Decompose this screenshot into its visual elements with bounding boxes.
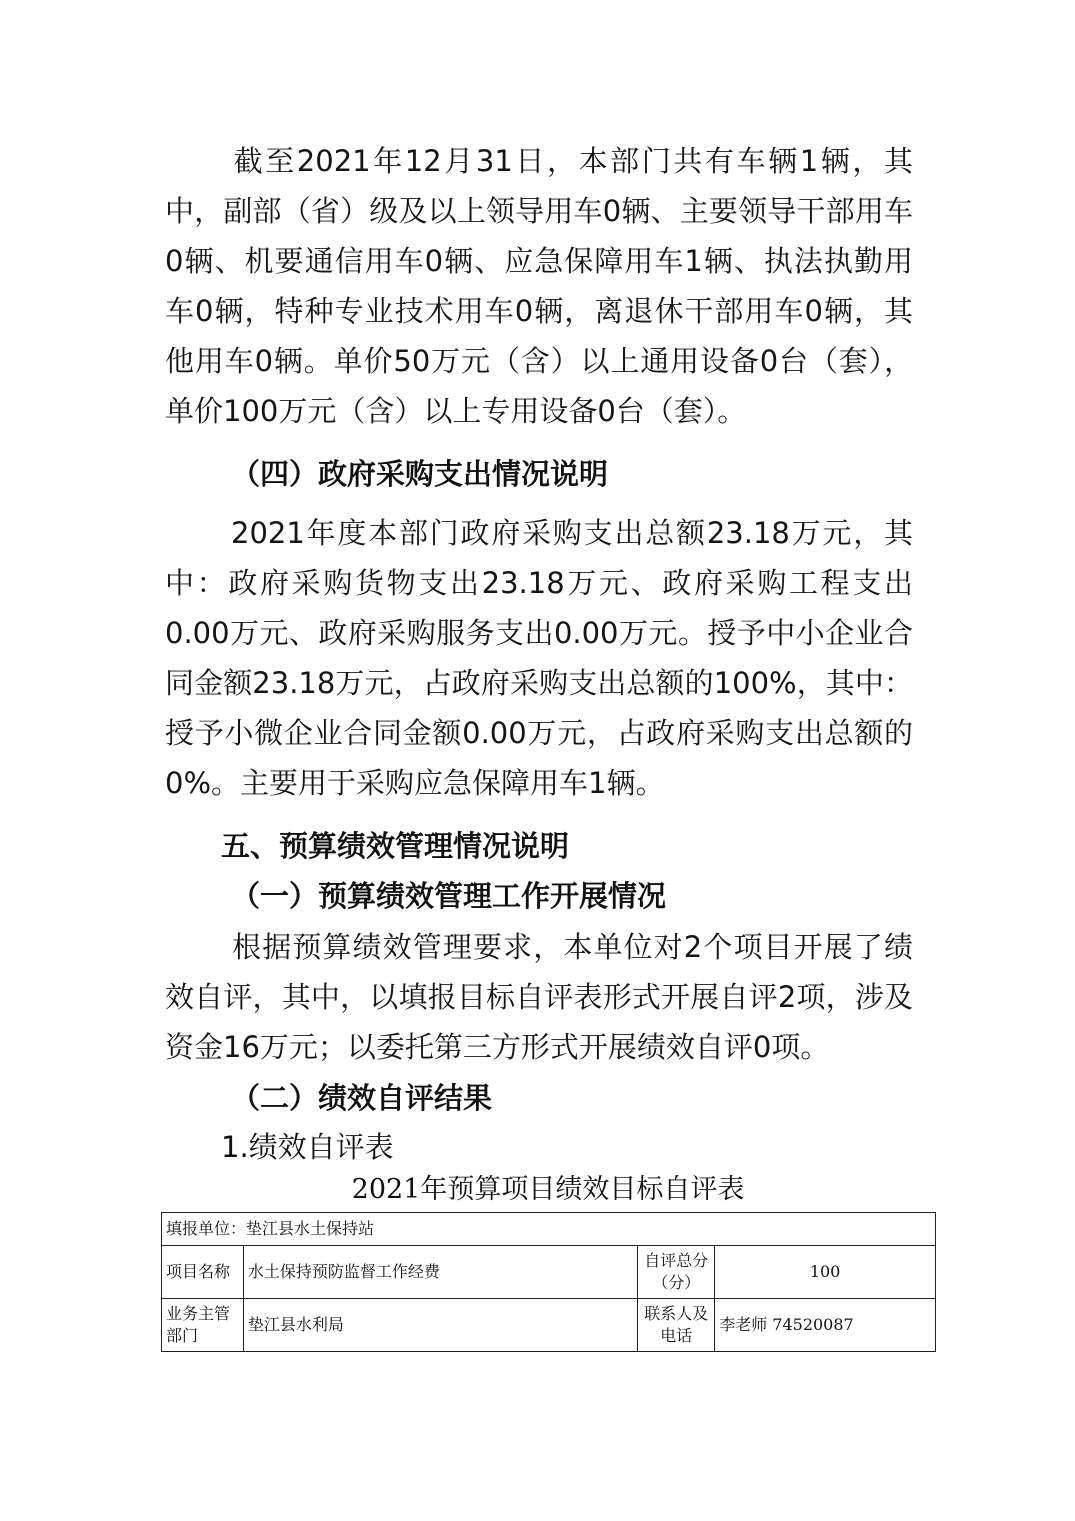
performance-table: [161, 1212, 936, 1352]
item-one-heading: 1.绩效自评表: [221, 1130, 394, 1164]
procurement-paragraph-text: 2021年度本部门政府采购支出总额23.18万元，其中：政府采购货物支出23.18万元、政府采购工程支出0.00万元、政府采购服务支出0.00万元。授予中小企业合同金额23.18万元，占政府采购支出总额的100%，其中：授予小微企业合同金额0.00万元，占政府采购支出总额的0%。主要用于采购应急保障用车1辆。: [165, 516, 913, 800]
project-name-value: 水土保持预防监督工作经费: [243, 1246, 637, 1299]
table-row-project: [162, 1246, 936, 1299]
contact-value: 李老师 74520087: [715, 1299, 936, 1352]
table-row-unit: [162, 1213, 936, 1246]
table-title: 2021年预算项目绩效目标自评表: [351, 1174, 745, 1205]
performance-paragraph: [165, 922, 913, 1072]
subsection-two-heading: （二）绩效自评结果: [231, 1081, 493, 1115]
department-value: 垫江县水利局: [243, 1299, 637, 1352]
vehicle-paragraph-text: 截至2021年12月31日，本部门共有车辆1辆，其中，副部（省）级及以上领导用车0辆、主要领导干部用车0辆、机要通信用车0辆、应急保障用车1辆、执法执勤用车0辆，特种专业技术用车0辆，离退休干部用车0辆，其他用车0辆。单价50万元（含）以上通用设备0台（套），单价100万元（含）以上专用设备0台（套）。: [165, 144, 913, 428]
project-name-label: 项目名称: [162, 1246, 244, 1299]
total-score-value: 100: [715, 1246, 936, 1299]
section-five-heading: 五、预算绩效管理情况说明: [221, 829, 570, 863]
procurement-paragraph: [165, 508, 913, 808]
reporting-unit: 填报单位：垫江县水土保持站: [162, 1213, 936, 1246]
total-score-label: 自评总分（分）: [638, 1246, 715, 1299]
table-row-department: [162, 1299, 936, 1352]
procurement-heading: （四）政府采购支出情况说明: [231, 457, 609, 491]
subsection-one-heading: （一）预算绩效管理工作开展情况: [231, 879, 667, 913]
vehicle-paragraph: [165, 136, 913, 436]
contact-label: 联系人及电话: [638, 1299, 715, 1352]
department-label: 业务主管部门: [162, 1299, 244, 1352]
performance-paragraph-text: 根据预算绩效管理要求，本单位对2个项目开展了绩效自评，其中，以填报目标自评表形式开展自评2项，涉及资金16万元；以委托第三方形式开展绩效自评0项。: [165, 930, 913, 1064]
